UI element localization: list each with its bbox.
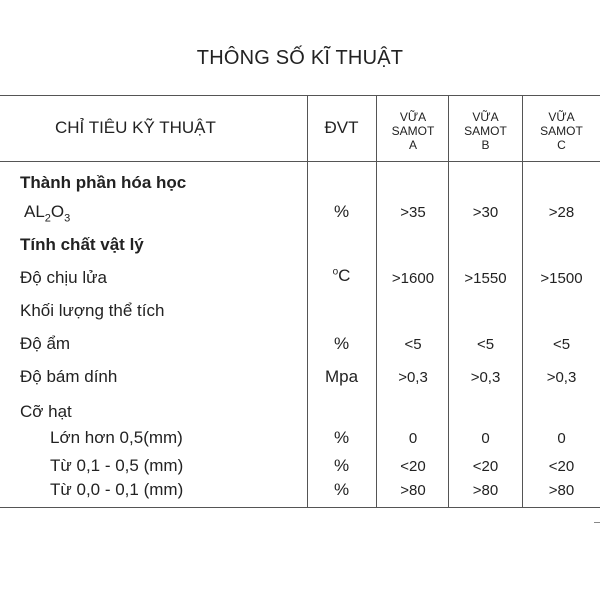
header-product-a-line2: SAMOT <box>391 124 435 138</box>
row-density-label: Khối lượng thể tích <box>20 301 165 320</box>
row-fire-resistance-value-c: >1500 <box>540 270 583 287</box>
celsius-letter: C <box>338 266 351 285</box>
header-product-a-line1: VỮA <box>399 110 427 124</box>
row-grain-01-05-value-b: <20 <box>472 458 499 475</box>
row-grain-01-05-value-c: <20 <box>548 458 575 475</box>
page-title: THÔNG SỐ KĨ THUẬT <box>196 47 404 69</box>
header-criteria: CHỈ TIÊU KỸ THUẬT <box>55 118 216 137</box>
degree-symbol: o <box>332 266 339 278</box>
header-product-c <box>523 110 600 152</box>
row-grain-over05-value-b: 0 <box>481 430 490 447</box>
header-product-b-line1: VỮA <box>472 110 499 124</box>
al2o3-sub-2: 2 <box>44 212 51 225</box>
row-moisture-value-b: <5 <box>476 336 495 353</box>
edge-tick-mark <box>594 522 600 523</box>
header-product-c-line1: VỮA <box>548 110 575 124</box>
row-grain-over05-label: Lớn hơn 0,5(mm) <box>50 428 183 447</box>
header-product-b-line3: B <box>481 138 490 152</box>
row-grain-over05-value-c: 0 <box>557 430 566 447</box>
row-adhesion-label: Độ bám dính <box>20 367 118 386</box>
row-grain-00-01-value-b: >80 <box>472 482 499 499</box>
row-grain-01-05-unit: % <box>333 456 350 475</box>
row-grain-00-01-label: Từ 0,0 - 0,1 (mm) <box>50 480 184 499</box>
row-moisture-label: Độ ẩm <box>20 334 71 353</box>
row-grain-01-05-label: Từ 0,1 - 0,5 (mm) <box>50 456 184 475</box>
row-grain-label: Cỡ hạt <box>20 402 72 421</box>
row-adhesion-value-c: >0,3 <box>546 369 577 386</box>
row-al2o3-value-c: >28 <box>548 204 575 221</box>
al2o3-part-o: O <box>50 202 65 221</box>
row-grain-00-01-unit: % <box>333 480 350 499</box>
row-adhesion-value-b: >0,3 <box>470 369 501 386</box>
row-grain-over05-value-a: 0 <box>408 430 418 447</box>
header-product-b <box>449 110 522 152</box>
row-fire-resistance-label: Độ chịu lửa <box>20 268 107 287</box>
row-grain-00-01-value-c: >80 <box>548 482 575 499</box>
row-al2o3-value-a: >35 <box>400 204 426 221</box>
header-product-b-line2: SAMOT <box>464 124 507 138</box>
section-chemical-title: Thành phần hóa học <box>20 173 187 192</box>
al2o3-part-al: AL <box>24 202 45 221</box>
header-divider <box>0 161 600 162</box>
header-product-c-line3: C <box>557 138 566 152</box>
row-grain-over05-unit: % <box>333 428 350 447</box>
row-grain-01-05-value-a: <20 <box>400 458 426 475</box>
row-fire-resistance-value-b: >1550 <box>464 270 507 287</box>
spec-table <box>0 95 600 508</box>
row-adhesion-unit: Mpa <box>324 367 359 386</box>
row-grain-00-01-value-a: >80 <box>400 482 426 499</box>
row-adhesion-value-a: >0,3 <box>398 369 428 386</box>
al2o3-sub-3: 3 <box>64 212 71 225</box>
divider-unit <box>376 96 377 507</box>
row-al2o3-value-b: >30 <box>472 204 499 221</box>
row-al2o3-label <box>24 202 70 224</box>
section-physical-title: Tính chất vật lý <box>20 235 144 254</box>
header-unit: ĐVT <box>324 118 359 137</box>
header-product-a <box>378 110 448 152</box>
row-fire-resistance-value-a: >1600 <box>391 270 435 287</box>
row-moisture-value-a: <5 <box>404 336 422 353</box>
row-al2o3-unit: % <box>333 202 350 221</box>
header-product-c-line2: SAMOT <box>540 124 583 138</box>
row-moisture-unit: % <box>333 334 350 353</box>
row-fire-resistance-unit <box>308 266 375 286</box>
row-moisture-value-c: <5 <box>552 336 571 353</box>
header-product-a-line3: A <box>408 138 417 152</box>
